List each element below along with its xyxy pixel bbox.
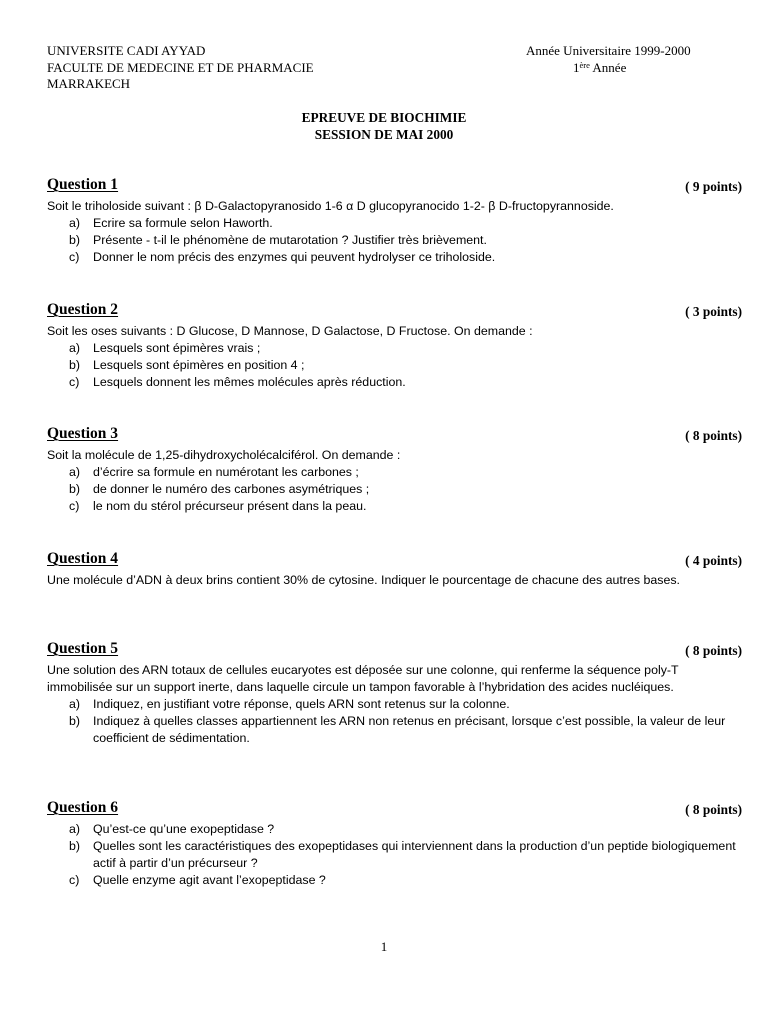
- study-level-number: 1: [573, 59, 580, 75]
- question-points: ( 4 points): [685, 553, 742, 568]
- question-item: c) le nom du stérol précurseur présent dans la peau.: [69, 498, 367, 513]
- question-item: b) Quelles sont les caractéristiques des exopeptidases qui interviennent dans la production d’un peptide biologiquement actif à partir d’un précurseur ?: [69, 838, 736, 870]
- question-intro: Une solution des ARN totaux de cellules eucaryotes est déposée sur une colonne, qui renferme la séquence poly-T immobilisée sur un support inerte, dans laquelle circule un tampon favorable à l’hybridation des acides nucléiques.: [47, 663, 679, 694]
- question-6: [47, 799, 742, 889]
- question-5: [47, 640, 742, 747]
- question-points: ( 8 points): [685, 643, 742, 658]
- question-item: b) de donner le numéro des carbones asymétriques ;: [69, 481, 370, 496]
- question-4: [47, 550, 742, 589]
- question-item: a) Ecrire sa formule selon Haworth.: [69, 215, 273, 230]
- question-intro: Une molécule d’ADN à deux brins contient 30% de cytosine. Indiquer le pourcentage de chacune des autres bases.: [47, 573, 680, 587]
- exam-title-line2: SESSION DE MAI 2000: [314, 127, 454, 142]
- academic-year-header: [526, 43, 691, 76]
- study-level-suffix: ère: [579, 59, 590, 70]
- question-title: Question 3: [47, 425, 119, 442]
- question-item: b) Indiquez à quelles classes appartiennent les ARN non retenus en précisant, lorsque c’est possible, la valeur de leur coefficient de sédimentation.: [69, 713, 726, 745]
- question-1: [47, 176, 742, 266]
- question-item: c) Lesquels donnent les mêmes molécules après réduction.: [69, 374, 406, 389]
- question-title: Question 2: [47, 301, 119, 318]
- exam-title: [0, 109, 768, 143]
- question-title: Question 5: [47, 640, 119, 657]
- question-3: [47, 425, 742, 515]
- institution-header: [47, 43, 314, 93]
- question-points: ( 3 points): [685, 304, 742, 319]
- faculty-name: FACULTE DE MEDECINE ET DE PHARMACIE: [47, 59, 314, 75]
- question-title: Question 4: [47, 550, 119, 567]
- city-name: MARRAKECH: [47, 76, 131, 91]
- question-item: a) d’écrire sa formule en numérotant les carbones ;: [69, 464, 359, 479]
- question-points: ( 8 points): [685, 802, 742, 817]
- question-title: Question 1: [47, 176, 119, 193]
- question-title: Question 6: [47, 799, 119, 816]
- question-item: c) Quelle enzyme agit avant l’exopeptidase ?: [69, 872, 326, 887]
- question-points: ( 9 points): [685, 179, 742, 194]
- question-intro: Soit la molécule de 1,25-dihydroxycholécalciférol. On demande :: [47, 448, 401, 462]
- question-points: ( 8 points): [685, 428, 742, 443]
- study-level: [526, 60, 691, 77]
- question-2: [47, 301, 742, 391]
- exam-title-line1: EPREUVE DE BIOCHIMIE: [301, 110, 467, 125]
- question-item: c) Donner le nom précis des enzymes qui peuvent hydrolyser ce triholoside.: [69, 249, 496, 264]
- question-item: a) Lesquels sont épimères vrais ;: [69, 340, 261, 355]
- question-intro: Soit les oses suivants : D Glucose, D Mannose, D Galactose, D Fructose. On demande :: [47, 324, 533, 338]
- study-level-word: Année: [589, 59, 627, 75]
- page-number: 1: [380, 939, 388, 954]
- question-item: a) Qu’est-ce qu’une exopeptidase ?: [69, 822, 275, 836]
- question-intro: Soit le triholoside suivant : β D-Galactopyranosido 1-6 α D glucopyranocido 1-2- β D-fructopyrannoside.: [47, 199, 614, 213]
- question-item: b) Lesquels sont épimères en position 4 ;: [69, 357, 305, 372]
- university-name: UNIVERSITE CADI AYYAD: [47, 43, 206, 58]
- question-item: a) Indiquez, en justifiant votre réponse, quels ARN sont retenus sur la colonne.: [69, 696, 510, 711]
- academic-year: Année Universitaire 1999-2000: [526, 43, 691, 58]
- question-item: b) Présente - t-il le phénomène de mutarotation ? Justifier très brièvement.: [69, 232, 487, 247]
